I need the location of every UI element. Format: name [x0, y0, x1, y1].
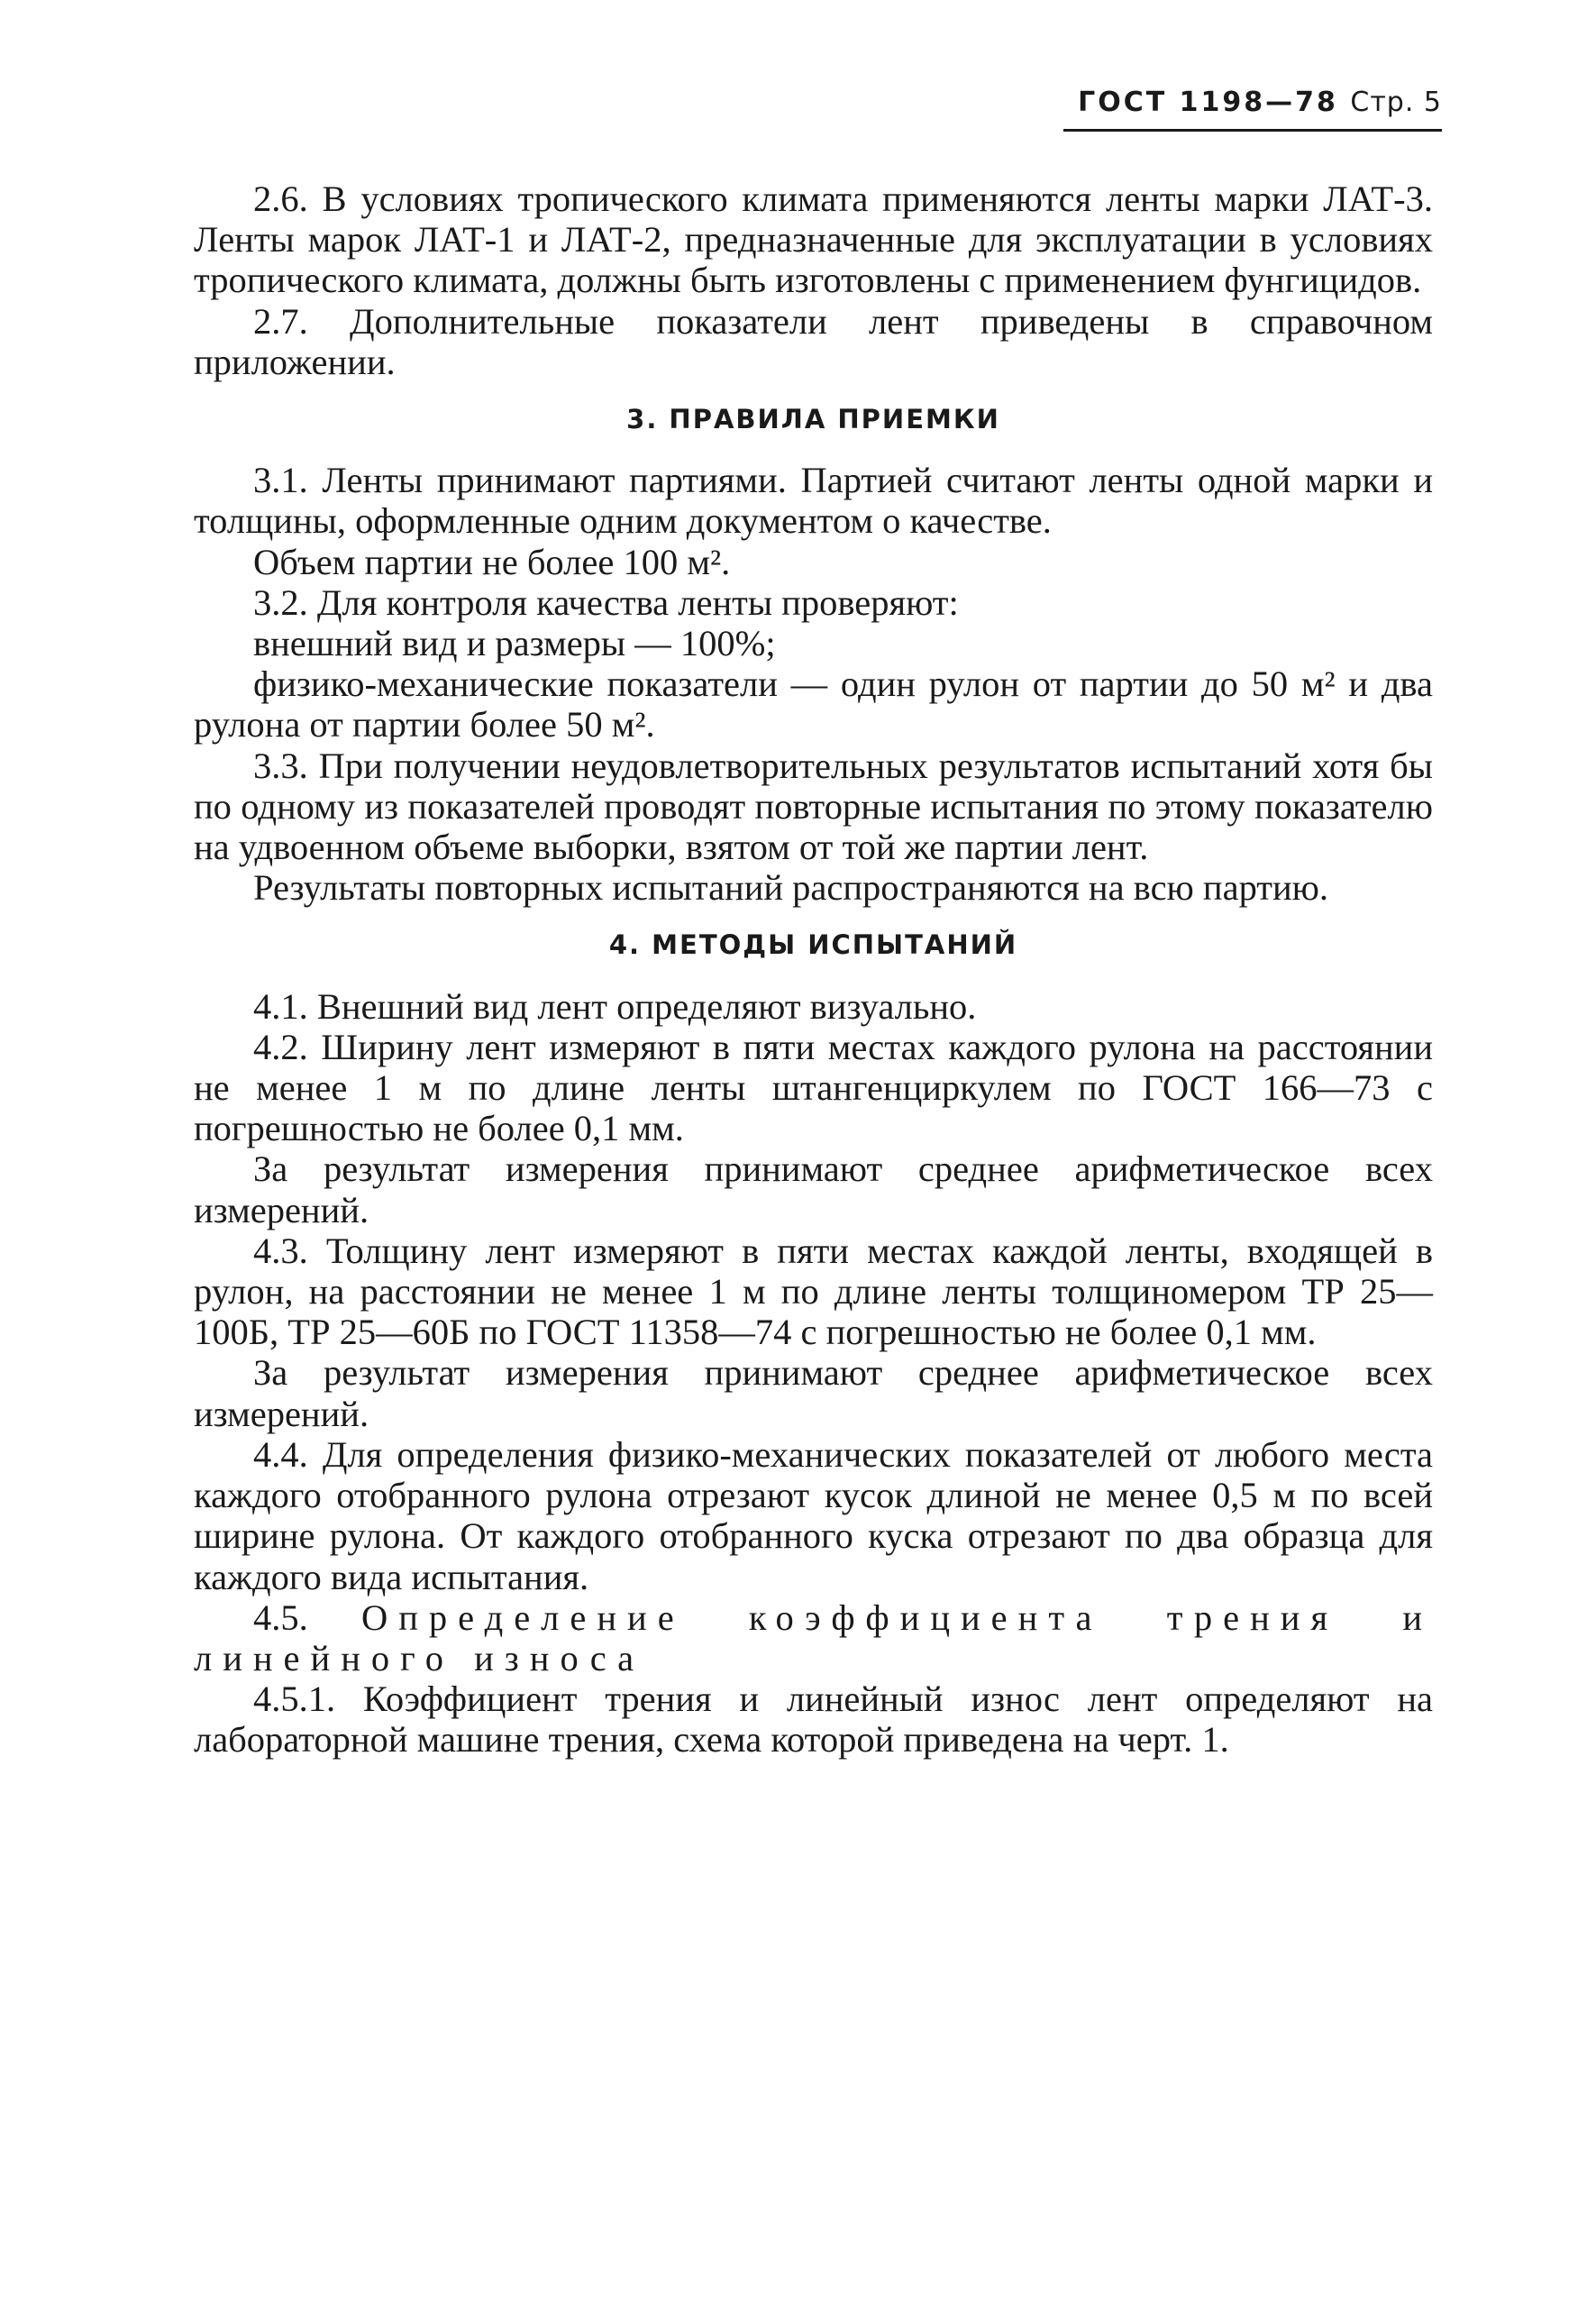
paragraph-4-5-title: Определение коэффициента трения и линейного износа	[194, 1596, 1433, 1678]
standard-number: ГОСТ 1198—78	[1078, 87, 1338, 118]
paragraph-3-2: 3.2. Для контроля качества ленты проверяют:	[253, 581, 959, 623]
paragraph-4-3-result: За результат измерения принимают среднее арифметическое всех измерений.	[194, 1352, 1433, 1434]
paragraph-retest-results: Результаты повторных испытаний распространяются на всю партию.	[253, 867, 1329, 909]
paragraph-4-5-1: 4.5.1. Коэффициент трения и линейный износ лент определяют на лабораторной машине трения, схема которой приведена на черт. 1.	[194, 1678, 1433, 1761]
section-heading-test-methods: 4. МЕТОДЫ ИСПЫТАНИЙ	[608, 929, 1018, 961]
paragraph-4-1: 4.1. Внешний вид лент определяют визуально.	[253, 985, 977, 1027]
paragraph-4-4: 4.4. Для определения физико-механических показателей от любого места каждого отобранного рулона отрезают кусок длиной не менее 0,5 м по всей ширине рулона. От каждого отобранного куска отрезают по два образца для каждого вида испытания.	[194, 1433, 1433, 1597]
paragraph-4-5	[194, 1597, 1433, 1678]
paragraph-2-6: 2.6. В условиях тропического климата применяются ленты марки ЛАТ-3. Ленты марок ЛАТ-1 и ЛАТ-2, предназначенные для эксплуатации в условиях тропического климата, должны быть изготовлены с применением фунгицидов.	[194, 178, 1433, 301]
paragraph-4-2-result: За результат измерения принимают среднее арифметическое всех измерений.	[194, 1148, 1433, 1230]
page-header	[1063, 87, 1442, 132]
paragraph-2-7: 2.7. Дополнительные показатели лент приведены в справочном приложении.	[194, 300, 1433, 382]
paragraph-3-3: 3.3. При получении неудовлетворительных результатов испытаний хотя бы по одному из показателей проводят повторные испытания по этому показателю на удвоенном объеме выборки, взятом от той же партии лент.	[194, 745, 1433, 868]
page-number: Стр. 5	[1350, 87, 1442, 118]
document-body	[194, 178, 1433, 1761]
paragraph-4-3: 4.3. Толщину лент измеряют в пяти местах каждой ленты, входящей в рулон, на расстоянии не менее 1 м по длине ленты толщиномером ТР 25—100Б, ТР 25—60Б по ГОСТ 11358—74 с погрешностью не более 0,1 мм.	[194, 1230, 1433, 1353]
paragraph-4-2: 4.2. Ширину лент измеряют в пяти местах каждого рулона на расстоянии не менее 1 м по длине ленты штангенциркулем по ГОСТ 166—73 с погрешностью не более 0,1 мм.	[194, 1026, 1433, 1149]
paragraph-appearance-size: внешний вид и размеры — 100%;	[253, 623, 776, 664]
paragraph-4-5-number: 4.5.	[253, 1596, 308, 1638]
paragraph-3-1: 3.1. Ленты принимают партиями. Партией считают ленты одной марки и толщины, оформленные одним документом о качестве.	[194, 460, 1433, 542]
paragraph-physmech: физико-механические показатели — один рулон от партии до 50 м² и два рулона от партии более 50 м².	[194, 663, 1433, 745]
paragraph-batch-volume: Объем партии не более 100 м².	[253, 541, 731, 582]
section-heading-acceptance-rules: 3. ПРАВИЛА ПРИЕМКИ	[626, 404, 1000, 435]
